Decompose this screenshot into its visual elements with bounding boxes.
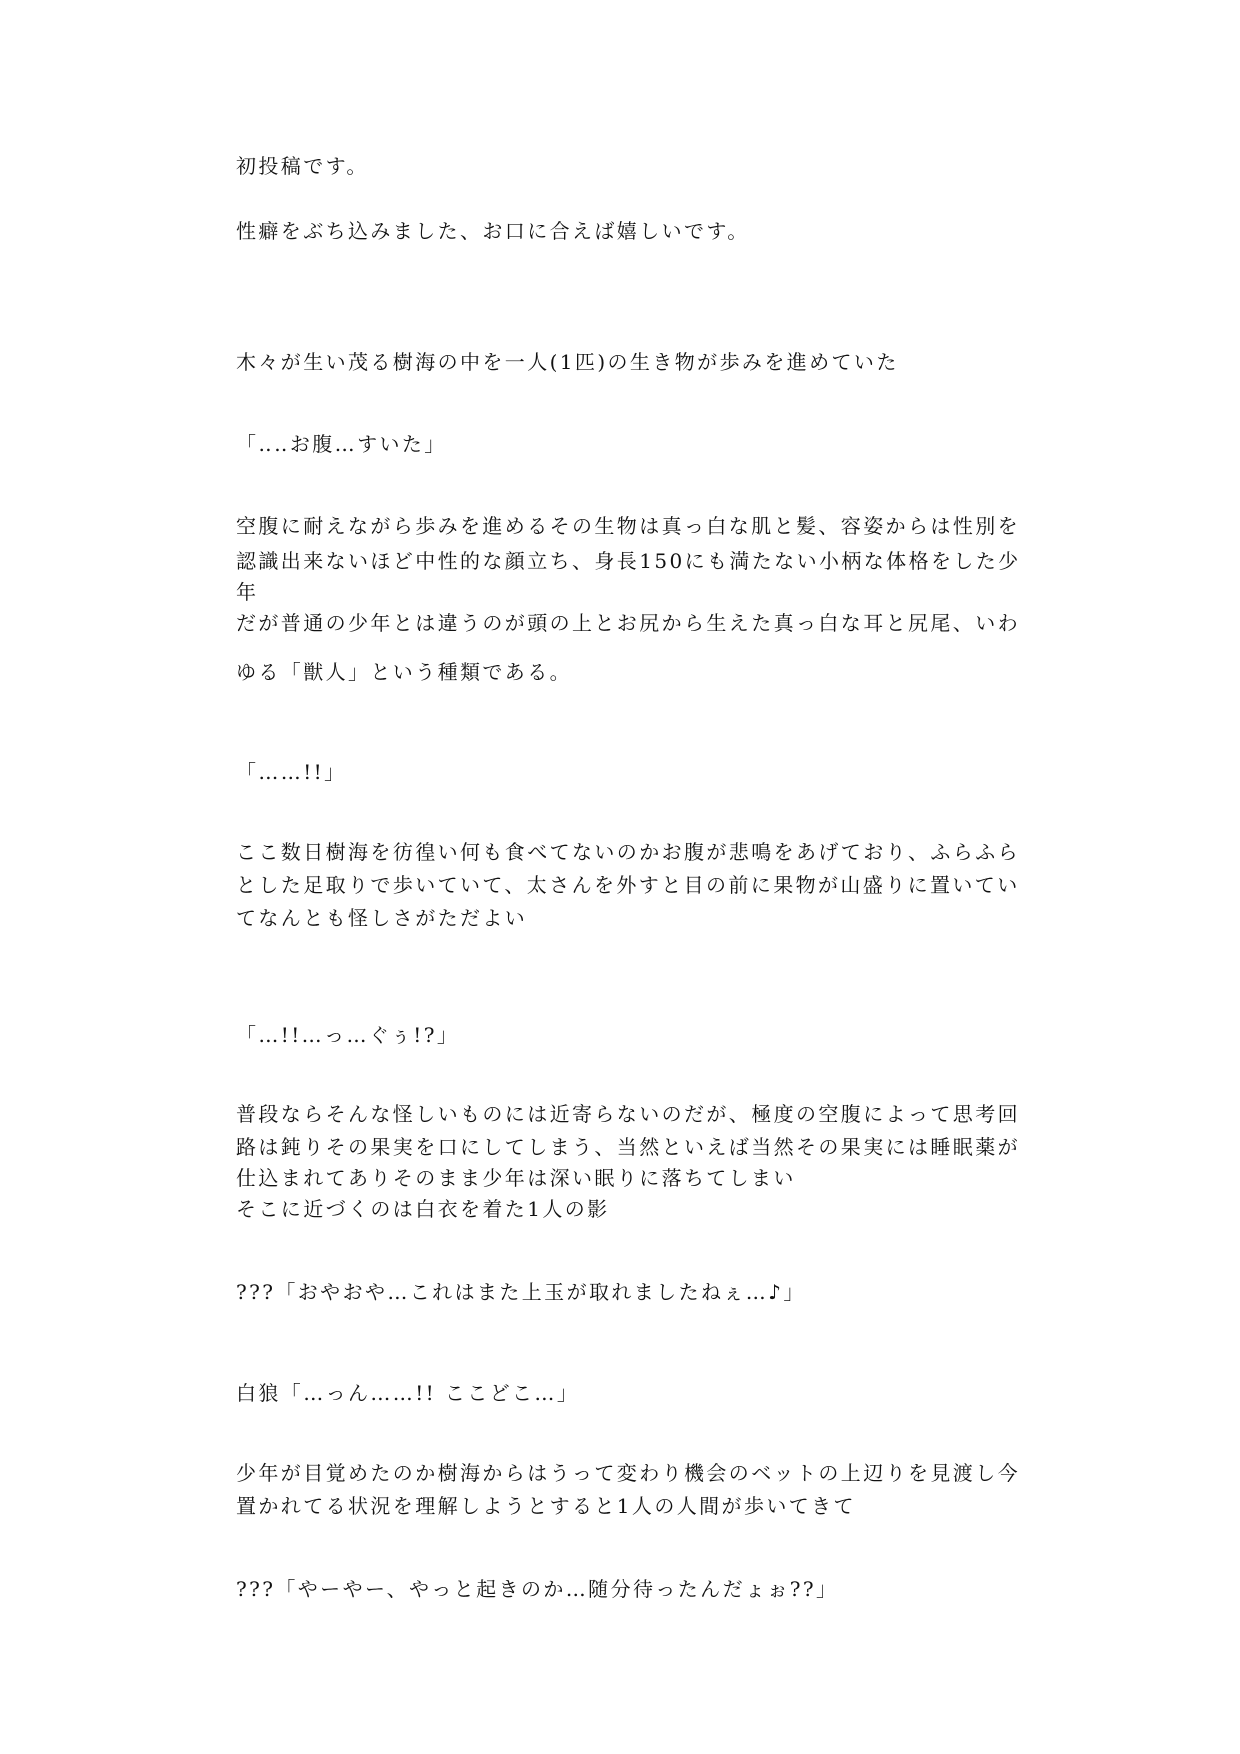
text-line: 初投稿です。 — [236, 154, 369, 178]
text-line: だが普通の少年とは違うのが頭の上とお尻から生えた真っ白な耳と尻尾、いわ — [236, 611, 1020, 635]
text-line: 性癖をぶち込みました、お口に合えば嬉しいです。 — [236, 219, 750, 243]
text-line: 年 — [236, 580, 259, 604]
text-line: 「……!!」 — [236, 760, 347, 784]
text-line: 認識出来ないほど中性的な顔立ち、身長150にも満たない小柄な体格をした少 — [236, 549, 1021, 573]
text-line: 「…!!…っ…ぐぅ!?」 — [236, 1023, 460, 1047]
text-line: 普段ならそんな怪しいものには近寄らないのだが、極度の空腹によって思考回 — [236, 1102, 1020, 1126]
text-line: 木々が生い茂る樹海の中を一人(1匹)の生き物が歩みを進めていた — [236, 350, 899, 374]
text-line: 空腹に耐えながら歩みを進めるその生物は真っ白な肌と髪、容姿からは性別を — [236, 514, 1020, 538]
text-line: ???「やーやー、やっと起きのか…随分待ったんだょぉ??」 — [236, 1577, 839, 1601]
text-line: ???「おやおや…これはまた上玉が取れましたねぇ…♪」 — [236, 1280, 806, 1304]
text-line: ここ数日樹海を彷徨い何も食べてないのかお腹が悲鳴をあげており、ふらふら — [236, 840, 1020, 864]
text-line: そこに近づくのは白衣を着た1人の影 — [236, 1197, 610, 1221]
text-line: てなんとも怪しさがただよい — [236, 906, 528, 930]
text-line: 白狼「…っん……!! ここどこ…」 — [236, 1381, 580, 1405]
text-line: 仕込まれてありそのまま少年は深い眠りに落ちてしまい — [236, 1166, 796, 1190]
text-line: ゆる「獣人」という種類である。 — [236, 660, 572, 684]
text-line: 置かれてる状況を理解しようとすると1人の人間が歩いてきて — [236, 1494, 856, 1518]
text-line: 「‥‥お腹…すいた」 — [236, 432, 447, 456]
text-line: 路は鈍りその果実を口にしてしまう、当然といえば当然その果実には睡眠薬が — [236, 1135, 1020, 1159]
text-line: 少年が目覚めたのか樹海からはうって変わり機会のベットの上辺りを見渡し今 — [236, 1461, 1020, 1485]
text-line: とした足取りで歩いていて、太さんを外すと目の前に果物が山盛りに置いてい — [236, 873, 1020, 897]
